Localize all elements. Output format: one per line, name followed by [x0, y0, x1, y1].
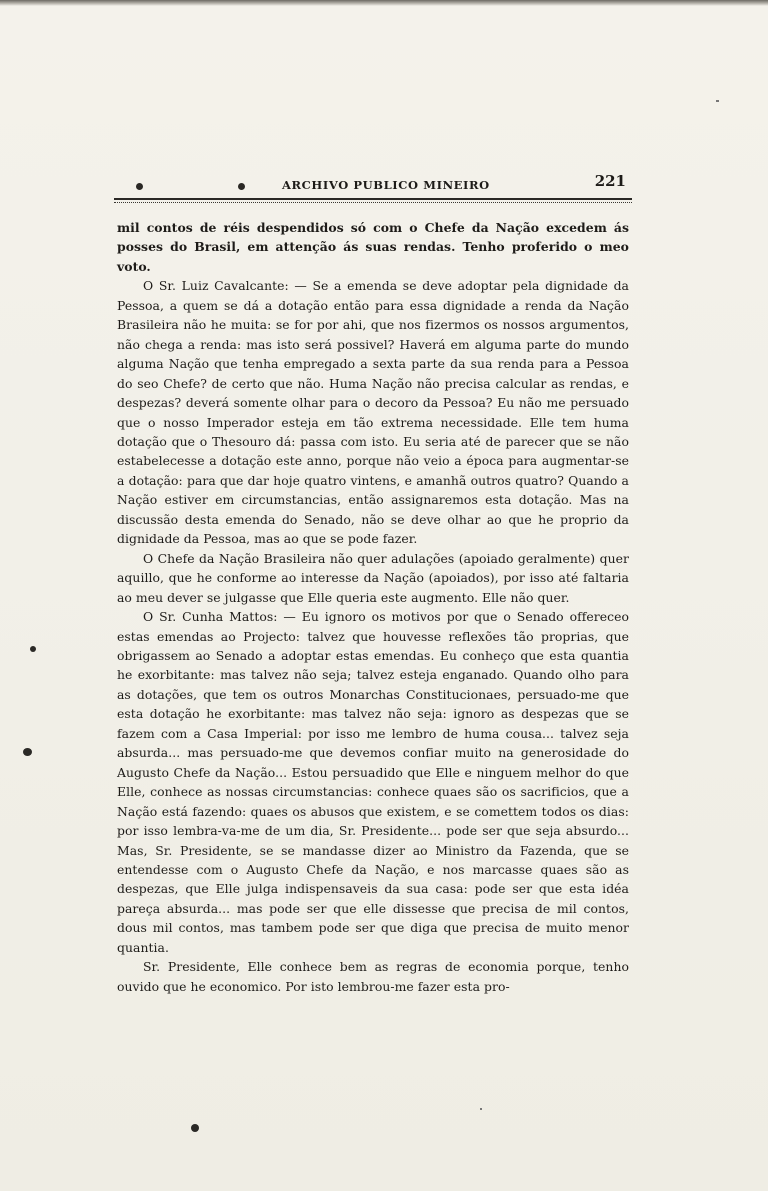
running-title: ARCHIVO PUBLICO MINEIRO — [282, 178, 490, 192]
paragraph: Sr. Presidente, Elle conhece bem as regras de economia porque, tenho ouvido que he economico. Por isto lembrou-me fazer esta pro- — [117, 959, 629, 994]
paper-speck — [480, 1108, 482, 1110]
paper-speck — [716, 100, 719, 102]
page-header — [110, 172, 632, 206]
paragraph: O Sr. Luiz Cavalcante: — Se a emenda se deve adoptar pela dignidade da Pessoa, a quem se dá a dotação então para essa dignidade a renda da Nação Brasileira não he muita: se for por ahi, que nos fizermos os nossos argumentos, não chega a renda: mas isto será possivel? Haverá em alguma parte do mundo alguma Nação que tenha empregado a sexta parte da sua renda para a Pessoa do seo Chefe? de certo que não. Huma Nação não precisa calcular as rendas, e despezas? deverá somente olhar para o decoro da Pessoa? Eu não me persuado que o nosso Imperador esteja em tão extrema necessidade. Elle tem huma dotação que o Thesouro dá: passa com isto. Eu seria até de parecer que se não estabelecesse a dotação este anno, porque não veio a época para augmentar-se a dotação: para que dar hoje quatro vintens, e amanhã outros quatro? Quando a Nação estiver em circumstancias, então assignaremos esta dotação. Mas na discussão desta emenda do Senado, não se deve olhar ao que he proprio da dignidade da Pessoa, mas ao que se pode fazer. — [117, 278, 629, 547]
paragraph: O Sr. Cunha Mattos: — Eu ignoro os motivos por que o Senado offereceo estas emendas ao Projecto: talvez que houvesse reflexões tão proprias, que obrigassem ao Senado a adoptar estas emendas. Eu conheço que esta quantia he exorbitante: mas talvez não seja; talvez esteja enganado. Quando olho para as dotações, que tem os outros Monarchas Constitucionaes, persuado-me que esta dotação he exorbitante: mas talvez não seja: ignoro as despezas que se fazem com a Casa Imperial: por isso me lembro de huma cousa... talvez seja absurda... mas persuado-me que devemos confiar muito na generosidade do Augusto Chefe da Nação... Estou persuadido que Elle e ninguem melhor do que Elle, conhece as nossas circumstancias: conhece quaes são os sacrificios, que a Nação está fazendo: quaes os abusos que existem, e se comettem todos os dias: por isso lembra-va-me de um dia, Sr. Presidente... pode ser que seja absurdo... Mas, Sr. Presidente, se se mandasse dizer ao Ministro da Fazenda, que se entendesse com o Augusto Chefe da Nação, e nos marcasse quaes são as despezas, que Elle julga indispensaveis da sua casa: pode ser que esta idéa pareça absurda... mas pode ser que elle dissesse que precisa de mil contos, dous mil contos, mas tambem pode ser que diga que precisa de muito menor quantia. — [117, 609, 629, 955]
paragraph: O Chefe da Nação Brasileira não quer adulações (apoiado geralmente) quer aquillo, que he conforme ao interesse da Nação (apoiados), por isso até faltaria ao meu dever se julgasse que Elle queria este augmento. Elle não quer. — [117, 550, 629, 605]
page-top-edge — [0, 0, 768, 6]
ornament-dot — [136, 183, 143, 190]
page-number: 221 — [594, 172, 626, 190]
margin-mark — [191, 1124, 199, 1132]
body-text — [117, 218, 629, 996]
margin-mark — [30, 646, 36, 652]
paragraph: mil contos de réis despendidos só com o Chefe da Nação excedem ás posses do Brasil, em attenção ás suas rendas. Tenho proferido o meo voto. — [117, 220, 629, 274]
header-rule-dotted — [114, 202, 632, 203]
margin-mark — [23, 748, 32, 756]
header-rule — [114, 198, 632, 200]
ornament-dot — [238, 183, 245, 190]
